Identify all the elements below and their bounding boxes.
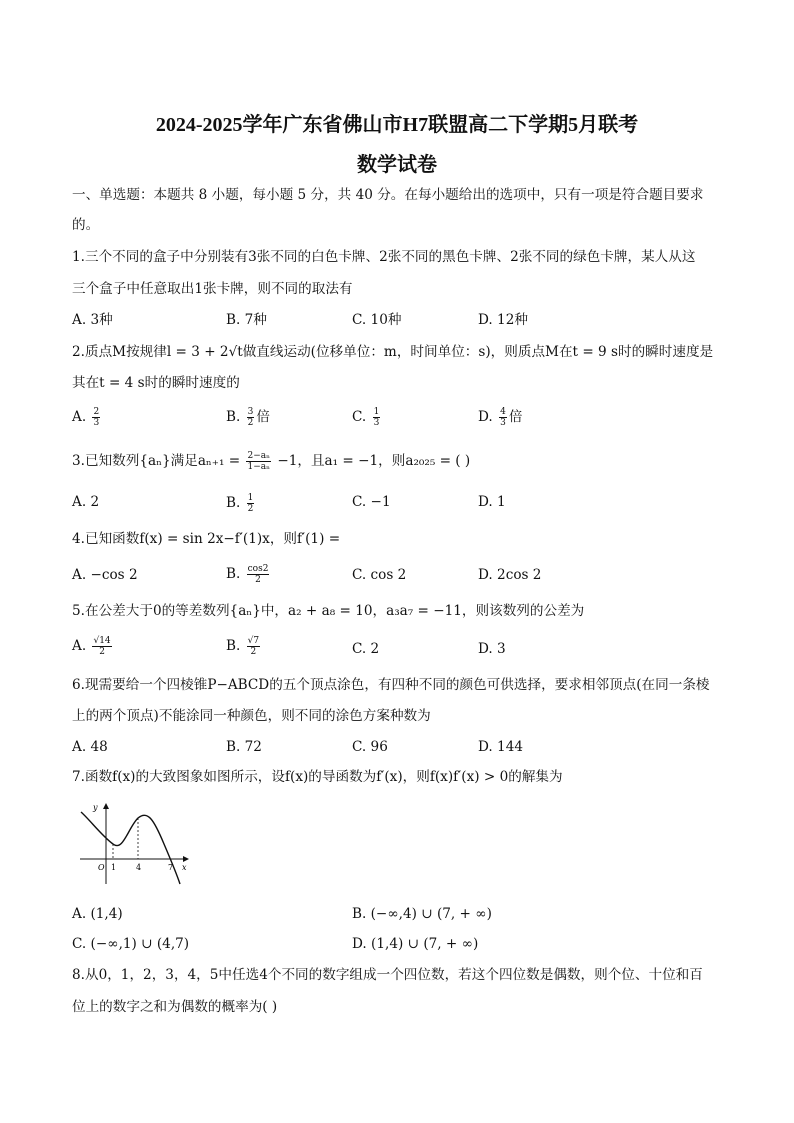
q4-option-b: B. $\frac{\cos 2}{2}$ xyxy=(226,564,269,585)
q5-option-d: D. 3 xyxy=(478,641,506,657)
q6-option-b: B. 72 xyxy=(226,739,262,755)
q3-option-c: C. −1 xyxy=(352,494,391,510)
q5-option-b: B. $\frac{√7}{2}$ xyxy=(226,636,260,657)
q5-option-c: C. 2 xyxy=(352,641,380,657)
q2-option-a-fraction: $\frac{2}{3}$ xyxy=(93,407,100,428)
q4-option-b-fraction: $\frac{\cos 2}{2}$ xyxy=(247,564,269,585)
graph-tick-1: 1 xyxy=(111,863,117,872)
q1-text-line2: 三个盒子中任意取出1张卡牌，则不同的取法有 xyxy=(72,281,353,297)
q4-option-d: D. 2cos 2 xyxy=(478,567,542,583)
q2-option-a: A. $\frac{2}{3}$ xyxy=(72,407,100,428)
q7-option-d: D. (1,4) ∪ (7, + ∞) xyxy=(352,936,479,952)
q2-text-line1: 2.质点M按规律l = 3 + 2√t做直线运动(位移单位：m，时间单位：s)，则质点M在t = 9 s时的瞬时速度是 xyxy=(72,344,714,360)
section-instruction-line1: 一、单选题：本题共 8 小题，每小题 5 分，共 40 分。在每小题给出的选项中，只有一项是符合题目要求 xyxy=(72,187,704,203)
q1-option-a: A. 3种 xyxy=(72,312,113,328)
q5-text: 5.在公差大于0的等差数列{aₙ}中，a₂ + a₈ = 10，a₃a₇ = −11，则该数列的公差为 xyxy=(72,603,585,619)
q8-text-line2: 位上的数字之和为偶数的概率为( ) xyxy=(72,999,278,1015)
q3-fraction: $\frac{\text{2−aₙ}}{\text{1−aₙ}}$ xyxy=(247,451,270,472)
q7-option-b: B. (−∞,4) ∪ (7, + ∞) xyxy=(352,906,492,922)
q6-option-c: C. 96 xyxy=(352,739,388,755)
q7-option-c: C. (−∞,1) ∪ (4,7) xyxy=(72,936,190,952)
graph-tick-4: 4 xyxy=(136,863,142,872)
q2-text-line2: 其在t = 4 s时的瞬时速度的 xyxy=(72,375,240,391)
q1-option-d: D. 12种 xyxy=(478,312,528,328)
q4-option-c: C. cos 2 xyxy=(352,567,407,583)
graph-label-origin: O xyxy=(98,863,105,872)
q2-option-d-fraction: $\frac{4}{3}$ xyxy=(500,407,506,428)
q3-text: 3.已知数列{aₙ}满足aₙ₊₁ = $\frac{\text{2−aₙ}}{\text{1−aₙ}}$ −1，且a₁ = −1，则a₂₀₂₅ = ( ) xyxy=(72,451,471,472)
q7-function-graph xyxy=(76,800,192,886)
q3-option-b: B. $\frac{1}{2}$ xyxy=(226,493,254,514)
q1-text-line1: 1.三个不同的盒子中分别装有3张不同的白色卡牌、2张不同的黑色卡牌、2张不同的绿色卡牌，某人从这 xyxy=(72,249,696,265)
q5-option-a-fraction: $\frac{√14}{2}$ xyxy=(93,636,111,657)
q2-option-b-fraction: $\frac{3}{2}$ xyxy=(247,407,254,428)
graph-label-x: x xyxy=(182,863,187,872)
q6-option-d: D. 144 xyxy=(478,739,524,755)
graph-tick-7: 7 xyxy=(168,863,174,872)
q3-option-b-fraction: $\frac{1}{2}$ xyxy=(247,493,254,514)
q1-option-c: C. 10种 xyxy=(352,312,402,328)
section-instruction-line2: 的。 xyxy=(72,217,100,233)
q3-option-d: D. 1 xyxy=(478,494,506,510)
q7-graph-svg xyxy=(76,800,192,886)
q2-option-c: C. $\frac{1}{3}$ xyxy=(352,407,380,428)
function-curve xyxy=(81,812,180,884)
q3-option-a: A. 2 xyxy=(72,494,100,510)
q8-text-line1: 8.从0，1，2，3，4，5中任选4个不同的数字组成一个四位数，若这个四位数是偶数，则个位、十位和百 xyxy=(72,967,703,983)
q5-option-b-fraction: $\frac{√7}{2}$ xyxy=(247,636,260,657)
q6-text-line1: 6.现需要给一个四棱锥P−ABCD的五个顶点涂色，有四种不同的颜色可供选择，要求相邻顶点(在同一条棱 xyxy=(72,677,710,693)
q2-option-b: B. $\frac{3}{2}$ 倍 xyxy=(226,407,270,428)
exam-title: 2024-2025学年广东省佛山市H7联盟高二下学期5月联考 xyxy=(155,114,639,136)
q2-option-d: D. $\frac{4}{3}$ 倍 xyxy=(478,407,523,428)
q7-option-a: A. (1,4) xyxy=(72,906,123,922)
q1-option-b: B. 7种 xyxy=(226,312,267,328)
q4-text: 4.已知函数f(x) = sin 2x−f′(1)x，则f′(1) = xyxy=(72,531,341,547)
q6-option-a: A. 48 xyxy=(72,739,108,755)
q5-option-a: A. $\frac{√14}{2}$ xyxy=(72,636,111,657)
q6-text-line2: 上的两个顶点)不能涂同一种颜色，则不同的涂色方案种数为 xyxy=(72,708,431,724)
graph-label-y: y xyxy=(93,803,98,812)
q4-option-a: A. −cos 2 xyxy=(72,567,138,583)
q7-text: 7.函数f(x)的大致图象如图所示，设f(x)的导函数为f′(x)，则f(x)f′(x) > 0的解集为 xyxy=(72,769,563,785)
exam-subtitle: 数学试卷 xyxy=(357,154,437,176)
q2-option-c-fraction: $\frac{1}{3}$ xyxy=(373,407,380,428)
